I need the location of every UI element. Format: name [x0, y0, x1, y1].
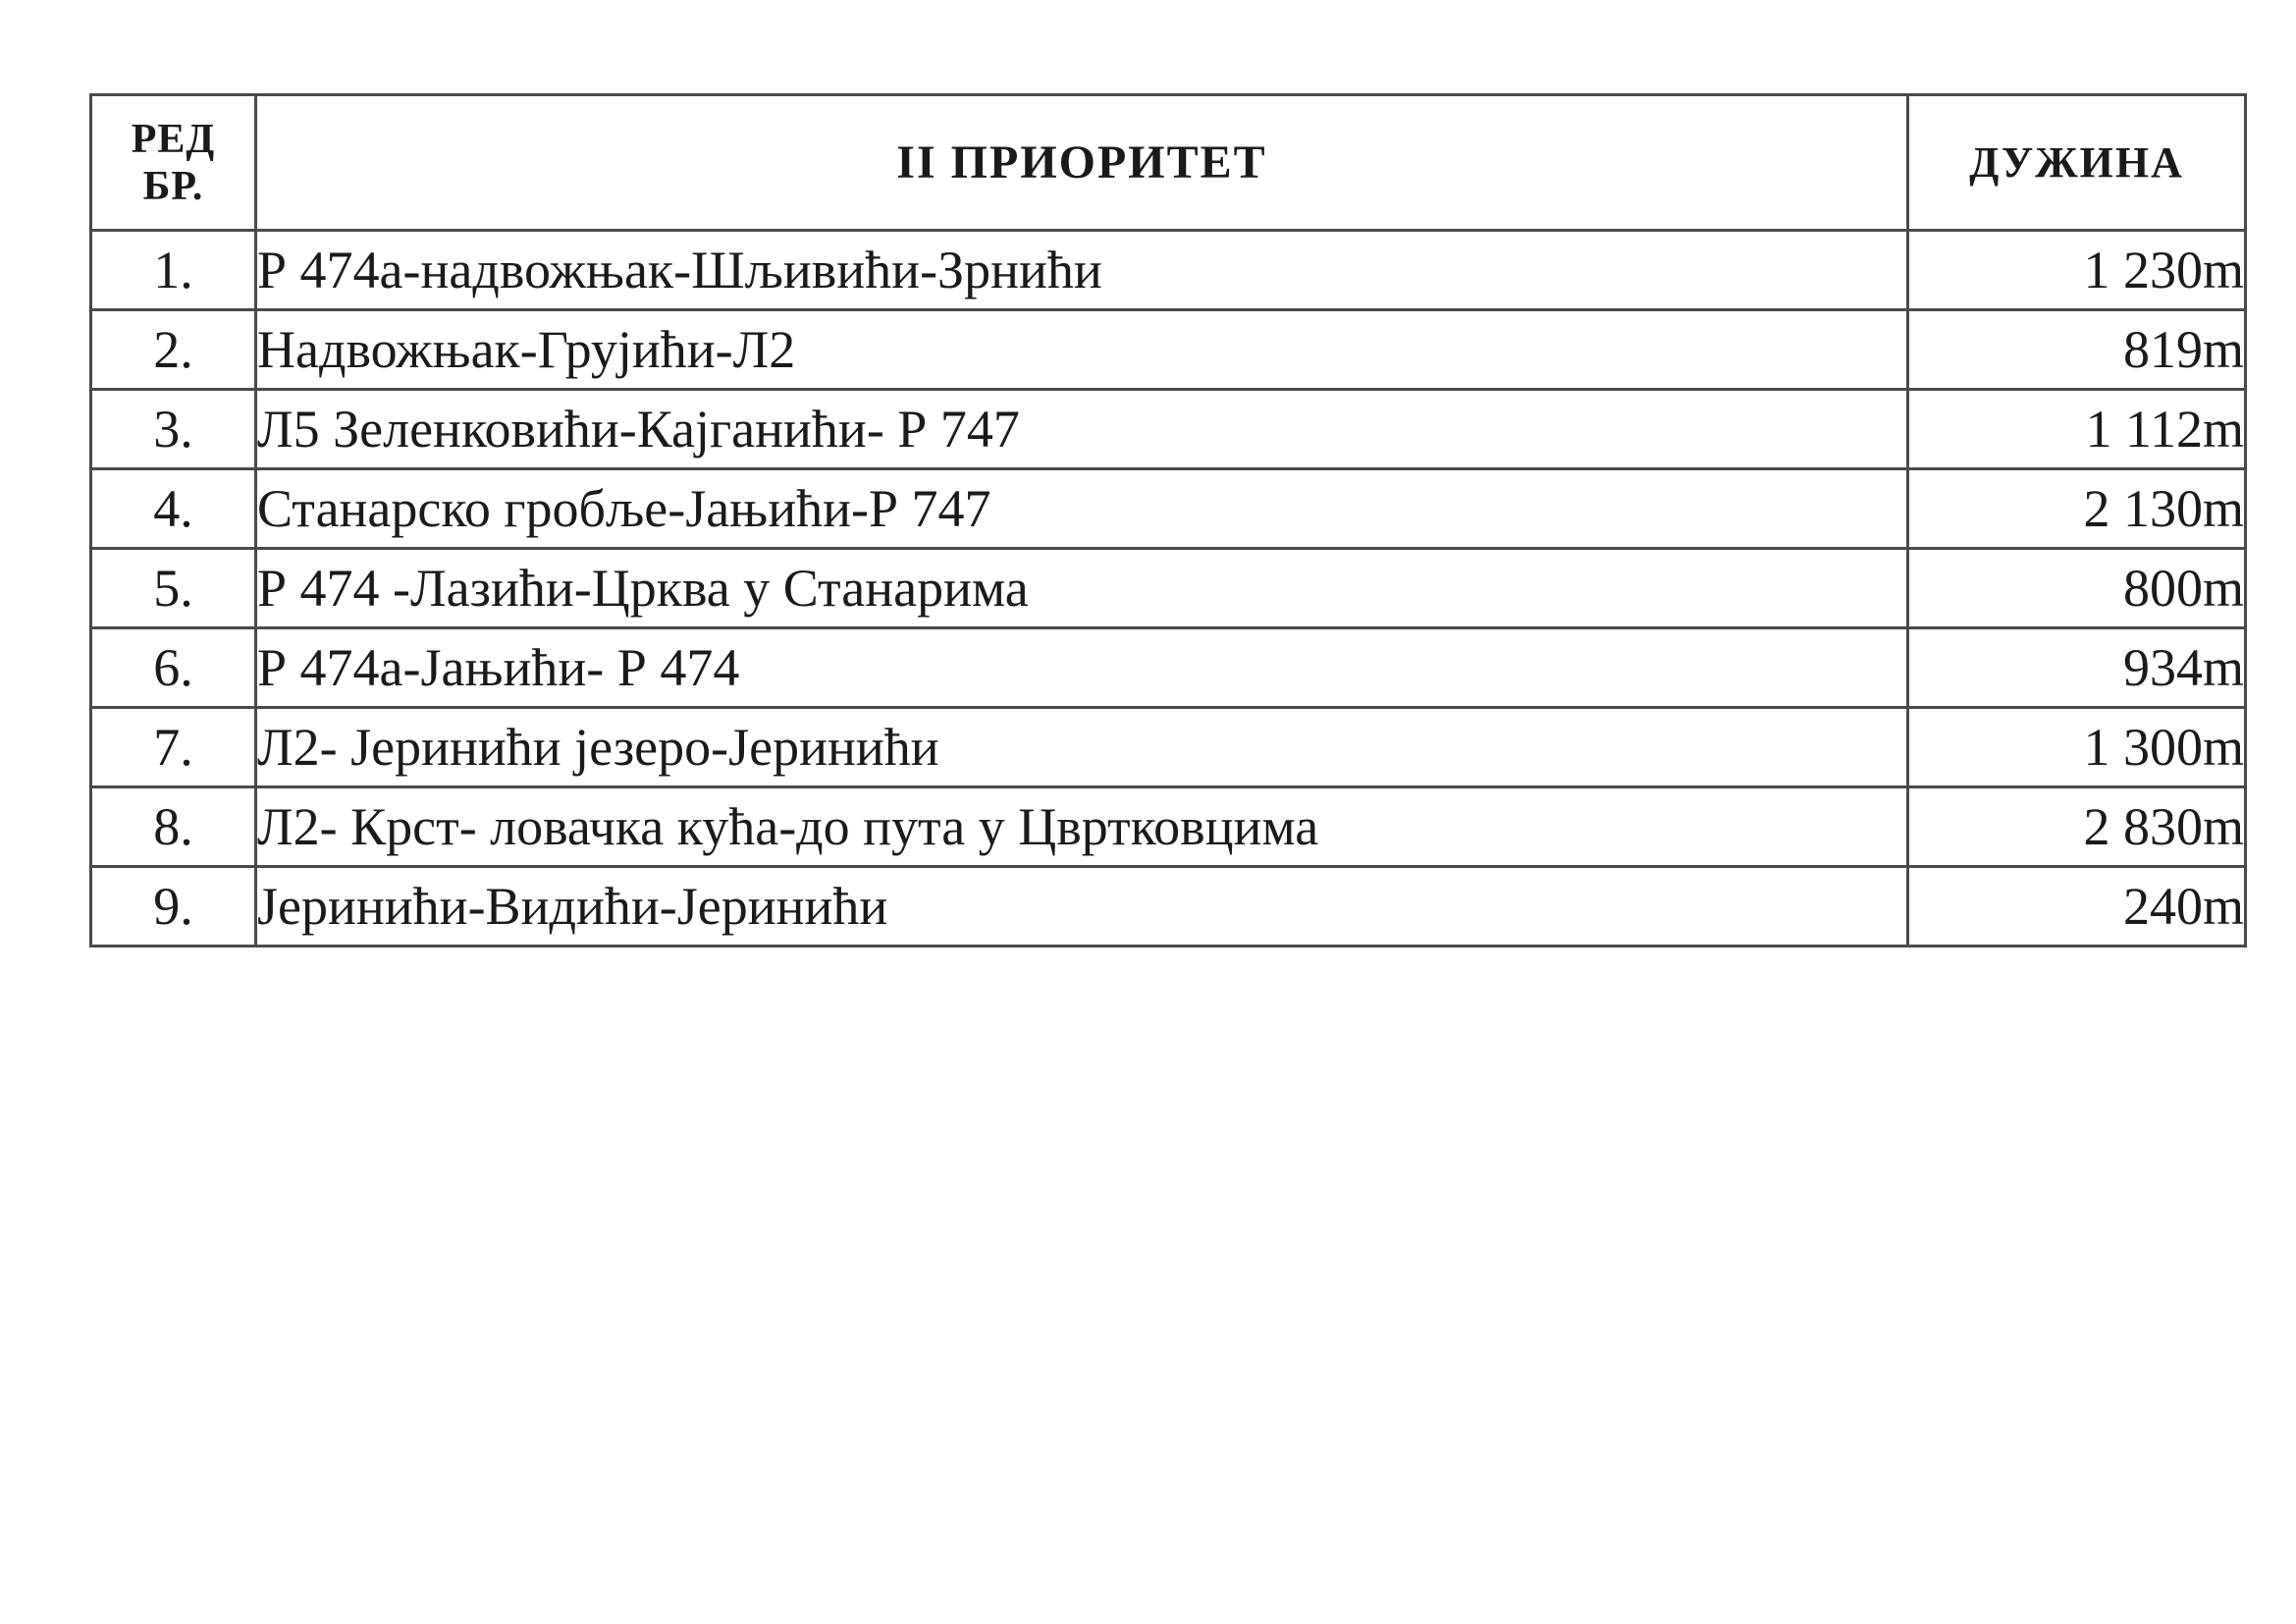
road-length: 800m — [1908, 549, 2246, 628]
table-row — [91, 549, 2246, 628]
row-number: 5. — [91, 549, 256, 628]
road-length: 240m — [1908, 867, 2246, 947]
table-row — [91, 390, 2246, 469]
header-row-number-line2: БР. — [142, 163, 204, 209]
road-name: Л2- Јеринићи језеро-Јеринићи — [256, 708, 1908, 787]
road-name: Јеринићи-Видићи-Јеринићи — [256, 867, 1908, 947]
table-row — [91, 867, 2246, 947]
header-length: ДУЖИНА — [1908, 95, 2246, 231]
road-name: Р 474а-надвожњак-Шљивићи-Зрнићи — [256, 231, 1908, 310]
row-number: 8. — [91, 787, 256, 867]
row-number: 3. — [91, 390, 256, 469]
table-row — [91, 628, 2246, 708]
row-number: 7. — [91, 708, 256, 787]
road-name: Надвожњак-Грујићи-Л2 — [256, 310, 1908, 390]
row-number: 9. — [91, 867, 256, 947]
table-row — [91, 231, 2246, 310]
header-row-number — [91, 95, 256, 231]
road-length: 819m — [1908, 310, 2246, 390]
table-row — [91, 787, 2246, 867]
row-number: 6. — [91, 628, 256, 708]
road-length: 1 300m — [1908, 708, 2246, 787]
road-length: 2 830m — [1908, 787, 2246, 867]
road-name: Л2- Крст- ловачка кућа-до пута у Цвртковцима — [256, 787, 1908, 867]
road-name: Р 474а-Јањићи- Р 474 — [256, 628, 1908, 708]
header-row-number-line1: РЕД — [131, 116, 216, 162]
road-length: 1 112m — [1908, 390, 2246, 469]
road-length: 934m — [1908, 628, 2246, 708]
row-number: 1. — [91, 231, 256, 310]
road-name: Л5 Зеленковићи-Кајганићи- Р 747 — [256, 390, 1908, 469]
priority-roads-table — [89, 93, 2247, 947]
table-row — [91, 310, 2246, 390]
table-row — [91, 708, 2246, 787]
row-number: 4. — [91, 469, 256, 549]
road-length: 1 230m — [1908, 231, 2246, 310]
table-row — [91, 469, 2246, 549]
road-name: Станарско гробље-Јањићи-Р 747 — [256, 469, 1908, 549]
table-header-row — [91, 95, 2246, 231]
road-name: Р 474 -Лазићи-Црква у Станарима — [256, 549, 1908, 628]
row-number: 2. — [91, 310, 256, 390]
road-length: 2 130m — [1908, 469, 2246, 549]
header-priority-title: II ПРИОРИТЕТ — [256, 95, 1908, 231]
